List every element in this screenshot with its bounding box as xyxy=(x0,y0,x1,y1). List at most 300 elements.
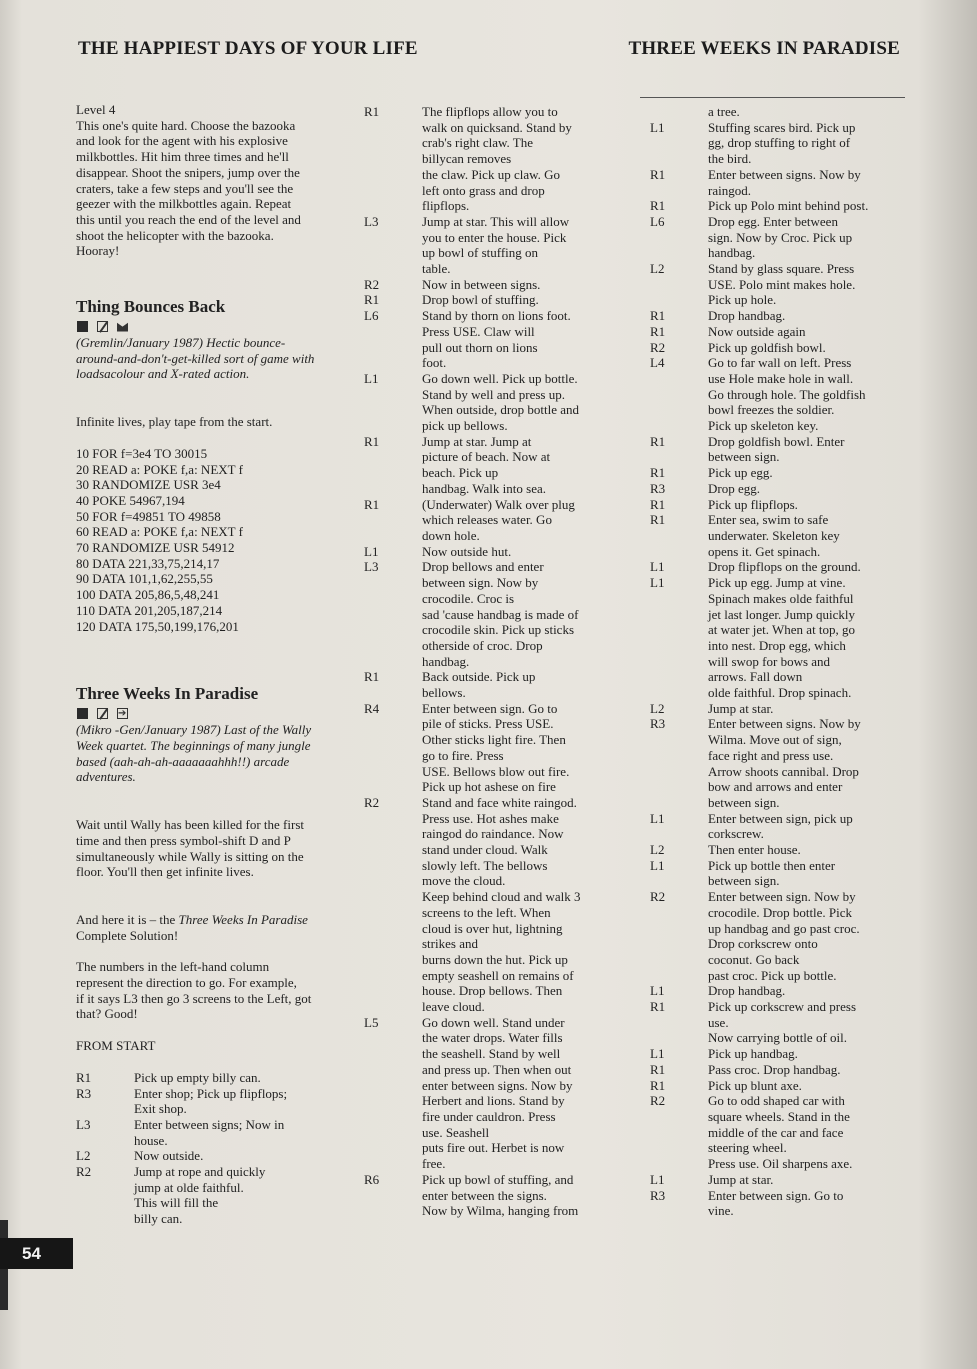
direction-label: R6 xyxy=(364,1171,380,1187)
step-text: This will fill the xyxy=(134,1195,219,1211)
code-line: 120 DATA 175,50,199,176,201 xyxy=(76,618,239,634)
thing-description xyxy=(76,335,338,382)
text-line: represent the direction to go. For example, xyxy=(76,975,297,991)
step-row xyxy=(650,999,890,1015)
step-text: Drop bellows and enter xyxy=(422,559,544,575)
text-line: floor. You'll then get infinite lives. xyxy=(76,864,254,880)
envelope-icon xyxy=(117,321,128,332)
level4-heading: Level 4 xyxy=(76,102,116,117)
step-text: Keep behind cloud and walk 3 xyxy=(422,889,581,905)
direction-label xyxy=(650,748,708,764)
direction-label: L1 xyxy=(364,543,379,559)
step-text: Pick up handbag. xyxy=(708,1046,798,1062)
step-text: Pick up empty billy can. xyxy=(134,1069,261,1085)
direction-label: L1 xyxy=(650,857,665,873)
step-text: square wheels. Stand in the xyxy=(708,1109,850,1124)
page-number-text: 54 xyxy=(22,1244,41,1263)
step-text: down hole. xyxy=(422,527,480,543)
step-text: Now outside hut. xyxy=(422,543,512,559)
step-row xyxy=(650,936,890,952)
step-row xyxy=(364,1046,604,1062)
step-text: Enter between sign. Go to xyxy=(422,700,558,716)
game-rating-icons xyxy=(77,318,338,334)
direction-label xyxy=(364,716,422,732)
direction-label xyxy=(650,135,708,151)
step-row xyxy=(76,1070,338,1086)
direction-label: L1 xyxy=(650,810,665,826)
direction-label xyxy=(364,575,422,591)
code-line: 10 FOR f=3e4 TO 30015 xyxy=(76,445,208,461)
step-row xyxy=(364,779,604,795)
direction-label: R2 xyxy=(650,339,666,355)
step-text: between sign. Now by xyxy=(422,575,539,591)
code-line: 20 READ a: POKE f,a: NEXT f xyxy=(76,461,243,477)
step-text: handbag. xyxy=(708,245,756,261)
direction-label: R1 xyxy=(364,433,380,449)
level4-body xyxy=(76,118,338,259)
direction-label: R1 xyxy=(76,1069,92,1085)
step-row xyxy=(364,418,604,434)
step-row xyxy=(650,528,890,544)
text-line: (Gremlin/January 1987) Hectic bounce- xyxy=(76,335,286,351)
direction-label: R1 xyxy=(364,104,380,119)
step-text: will swop for bows and xyxy=(708,653,831,669)
three-weeks-title: Three Weeks In Paradise xyxy=(76,684,259,704)
direction-label xyxy=(364,402,422,418)
step-row xyxy=(650,669,890,685)
direction-label: L4 xyxy=(650,355,665,371)
step-row xyxy=(650,1030,890,1046)
step-text: underwater. Skeleton key xyxy=(708,527,840,543)
step-row xyxy=(650,764,890,780)
step-row xyxy=(650,277,890,293)
direction-label xyxy=(364,120,422,136)
step-text: raingod do raindance. Now xyxy=(422,826,564,842)
step-text: Drop corkscrew onto xyxy=(708,936,818,952)
direction-label xyxy=(650,1156,708,1172)
step-row xyxy=(650,544,890,560)
step-text: up handbag and go past croc. xyxy=(708,920,860,936)
step-row xyxy=(364,1172,604,1188)
step-text: use. xyxy=(708,1014,729,1030)
step-row xyxy=(650,245,890,261)
step-text: Other sticks light fire. Then xyxy=(422,732,566,748)
step-row xyxy=(364,387,604,403)
step-text: When outside, drop bottle and xyxy=(422,402,580,418)
direction-label xyxy=(364,245,422,261)
direction-label xyxy=(364,1140,422,1156)
step-row xyxy=(364,292,604,308)
step-text: house. xyxy=(134,1132,168,1148)
step-text: Drop egg. Enter between xyxy=(708,213,838,229)
step-text: enter between signs. Now by xyxy=(422,1077,573,1093)
step-text: foot. xyxy=(422,355,447,371)
step-text: you to enter the house. Pick xyxy=(422,229,567,245)
code-line: 60 READ a: POKE f,a: NEXT f xyxy=(76,524,243,540)
step-text: Pick up egg. Jump at vine. xyxy=(708,575,846,591)
direction-label xyxy=(364,324,422,340)
step-row xyxy=(76,1211,338,1227)
direction-label xyxy=(76,1101,134,1117)
direction-label xyxy=(650,387,708,403)
step-row xyxy=(364,277,604,293)
step-row xyxy=(364,245,604,261)
step-text: Wilma. Move out of sign, xyxy=(708,732,842,748)
step-row xyxy=(364,1078,604,1094)
step-text: Enter between signs. Now by xyxy=(708,716,861,732)
step-row xyxy=(76,1195,338,1211)
step-text: Go down well. Pick up bottle. xyxy=(422,370,578,386)
step-row xyxy=(364,355,604,371)
page-header-right: THREE WEEKS IN PARADISE xyxy=(628,38,900,59)
step-text: the water drops. Water fills xyxy=(422,1030,563,1046)
direction-label xyxy=(364,999,422,1015)
direction-label xyxy=(650,638,708,654)
direction-label: L2 xyxy=(650,261,665,277)
step-row xyxy=(364,795,604,811)
direction-label xyxy=(364,167,422,183)
direction-label xyxy=(650,654,708,670)
step-row xyxy=(364,1030,604,1046)
step-row xyxy=(364,324,604,340)
step-row xyxy=(650,685,890,701)
direction-label: L6 xyxy=(650,213,665,229)
direction-label xyxy=(650,952,708,968)
direction-label xyxy=(650,779,708,795)
step-row xyxy=(650,1015,890,1031)
direction-label xyxy=(364,779,422,795)
step-row xyxy=(364,183,604,199)
direction-label xyxy=(364,528,422,544)
step-row xyxy=(650,575,890,591)
step-text: Drop flipflops on the ground. xyxy=(708,559,861,575)
direction-label xyxy=(650,607,708,623)
step-row xyxy=(364,685,604,701)
step-text: Herbert and lions. Stand by xyxy=(422,1093,565,1109)
step-text: Stand and face white raingod. xyxy=(422,794,577,810)
step-text: a tree. xyxy=(708,104,740,119)
solution-steps-left xyxy=(76,1070,338,1227)
direction-label: L3 xyxy=(364,559,379,575)
step-text: cloud is over hut, lightning xyxy=(422,920,563,936)
step-text: enter between the signs. xyxy=(422,1187,547,1203)
step-row xyxy=(364,198,604,214)
step-row xyxy=(364,402,604,418)
text-line: simultaneously while Wally is sitting on the xyxy=(76,848,304,864)
step-row xyxy=(650,308,890,324)
step-row xyxy=(650,732,890,748)
step-text: at water jet. When at top, go xyxy=(708,622,856,638)
step-text: gg, drop stuffing to right of xyxy=(708,135,851,151)
step-row xyxy=(650,151,890,167)
direction-label: L1 xyxy=(650,1046,665,1062)
direction-label xyxy=(650,732,708,748)
direction-label xyxy=(364,591,422,607)
step-text: pile of sticks. Press USE. xyxy=(422,716,554,732)
step-row xyxy=(364,983,604,999)
direction-label xyxy=(364,1109,422,1125)
step-text: which releases water. Go xyxy=(422,512,552,528)
direction-label: L1 xyxy=(650,559,665,575)
direction-label xyxy=(364,1203,422,1219)
direction-label xyxy=(650,826,708,842)
step-row xyxy=(650,905,890,921)
step-row xyxy=(650,449,890,465)
step-row xyxy=(76,1180,338,1196)
direction-label xyxy=(364,889,422,905)
step-row xyxy=(650,873,890,889)
column-left xyxy=(76,102,338,1227)
direction-label: L2 xyxy=(76,1148,91,1164)
step-row xyxy=(364,481,604,497)
direction-label xyxy=(650,921,708,937)
step-text: bellows. xyxy=(422,685,466,701)
step-row xyxy=(364,104,604,120)
step-text: the seashell. Stand by well xyxy=(422,1046,561,1062)
step-row xyxy=(364,371,604,387)
step-text: table. xyxy=(422,261,451,277)
step-row xyxy=(650,1046,890,1062)
step-text: Drop bowl of stuffing. xyxy=(422,292,539,308)
step-text: beach. Pick up xyxy=(422,465,499,481)
step-text: The flipflops allow you to xyxy=(422,104,558,119)
step-row xyxy=(364,591,604,607)
step-text: Pick up flipflops. xyxy=(708,496,798,512)
direction-label xyxy=(364,230,422,246)
step-text: into nest. Drop egg, which xyxy=(708,637,846,653)
step-row xyxy=(364,936,604,952)
step-text: Pick up hot ashese on fire xyxy=(422,779,556,795)
text-line: craters, take a few steps and you'll see the xyxy=(76,180,294,196)
direction-label xyxy=(650,418,708,434)
direction-label xyxy=(364,340,422,356)
step-row xyxy=(364,1109,604,1125)
step-row xyxy=(364,952,604,968)
step-row xyxy=(364,434,604,450)
step-row xyxy=(364,1156,604,1172)
step-text: opens it. Get spinach. xyxy=(708,543,821,559)
direction-label xyxy=(364,481,422,497)
direction-label xyxy=(650,371,708,387)
step-text: Now outside again xyxy=(708,323,806,339)
step-row xyxy=(76,1164,338,1180)
step-row xyxy=(650,481,890,497)
direction-label xyxy=(650,183,708,199)
step-row xyxy=(650,261,890,277)
step-row xyxy=(364,748,604,764)
step-text: fire under cauldron. Press xyxy=(422,1109,556,1124)
step-row xyxy=(364,999,604,1015)
direction-label xyxy=(76,1211,134,1227)
step-row xyxy=(76,1133,338,1149)
step-text: Enter between signs; Now in xyxy=(134,1116,285,1132)
step-row xyxy=(76,1086,338,1102)
step-row xyxy=(364,120,604,136)
direction-label xyxy=(364,1046,422,1062)
step-row xyxy=(364,669,604,685)
step-text: go to fire. Press xyxy=(422,747,504,763)
direction-label xyxy=(364,826,422,842)
text-line: disappear. Shoot the snipers, jump over the xyxy=(76,164,300,180)
text-line: This one's quite hard. Choose the bazooka xyxy=(76,117,296,133)
step-row xyxy=(650,952,890,968)
step-text: arrows. Fall down xyxy=(708,669,803,685)
step-text: handbag. Walk into sea. xyxy=(422,480,546,496)
direction-label: R3 xyxy=(650,1187,666,1203)
direction-label xyxy=(364,607,422,623)
step-text: steering wheel. xyxy=(708,1140,787,1156)
step-text: Arrow shoots cannibal. Drop xyxy=(708,763,859,779)
direction-label: R1 xyxy=(364,292,380,308)
step-text: coconut. Go back xyxy=(708,951,800,967)
step-text: billycan removes xyxy=(422,151,512,167)
step-row xyxy=(650,654,890,670)
step-text: sign. Now by Croc. Pick up xyxy=(708,229,853,245)
step-text: Drop handbag. xyxy=(708,308,786,324)
step-text: billy can. xyxy=(134,1211,183,1227)
step-text: Enter between sign. Now by xyxy=(708,889,856,905)
step-text: burns down the hut. Pick up xyxy=(422,951,568,967)
direction-label: R1 xyxy=(650,308,666,324)
step-text: house. Drop bellows. Then xyxy=(422,983,563,999)
direction-label xyxy=(650,449,708,465)
header-rule xyxy=(640,97,905,98)
step-row xyxy=(364,340,604,356)
step-text: crocodile. Drop bottle. Pick xyxy=(708,904,853,920)
direction-label: L5 xyxy=(364,1014,379,1030)
direction-label: R1 xyxy=(650,1077,666,1093)
direction-label xyxy=(650,936,708,952)
direction-label xyxy=(650,685,708,701)
step-row xyxy=(364,261,604,277)
step-row xyxy=(650,921,890,937)
step-row xyxy=(650,1078,890,1094)
step-row xyxy=(650,748,890,764)
step-text: Pick up blunt axe. xyxy=(708,1077,802,1093)
direction-label xyxy=(650,795,708,811)
step-row xyxy=(364,544,604,560)
step-text: Back outside. Pick up xyxy=(422,669,536,685)
text-line: that? Good! xyxy=(76,1006,138,1022)
step-row xyxy=(364,826,604,842)
game-rating-icons xyxy=(77,705,338,721)
text-line: Complete Solution! xyxy=(76,927,179,943)
step-text: Now carrying bottle of oil. xyxy=(708,1030,847,1046)
step-text: Press use. Hot ashes make xyxy=(422,810,559,826)
direction-label xyxy=(364,858,422,874)
step-text: jump at olde faithful. xyxy=(134,1179,244,1195)
direction-label: R3 xyxy=(650,480,666,496)
direction-label xyxy=(364,465,422,481)
text-line: based (aah-ah-ah-aaaaaaahhh!!) arcade xyxy=(76,753,290,769)
direction-label xyxy=(364,135,422,151)
page-header-left: THE HAPPIEST DAYS OF YOUR LIFE xyxy=(78,38,418,59)
step-text: Enter between sign. Go to xyxy=(708,1187,844,1203)
step-row xyxy=(364,497,604,513)
arrow-box-icon xyxy=(117,708,128,719)
direction-label: R2 xyxy=(364,276,380,292)
step-text: between sign. xyxy=(708,873,780,889)
direction-label xyxy=(364,748,422,764)
step-row xyxy=(650,622,890,638)
step-text: Pick up bottle then enter xyxy=(708,857,836,873)
step-row xyxy=(650,1156,890,1172)
step-text: Jump at rope and quickly xyxy=(134,1164,266,1180)
step-row xyxy=(364,167,604,183)
code-line: 100 DATA 205,86,5,48,241 xyxy=(76,587,220,603)
direction-label: R2 xyxy=(364,794,380,810)
step-row xyxy=(364,1062,604,1078)
slash-box-icon xyxy=(97,321,108,332)
step-row xyxy=(650,779,890,795)
text-line: milkbottles. Hit him three times and he'll xyxy=(76,149,289,165)
direction-label xyxy=(650,1015,708,1031)
direction-label xyxy=(364,622,422,638)
step-text: face right and press use. xyxy=(708,747,834,763)
step-text: Drop egg. xyxy=(708,480,760,496)
page-number xyxy=(0,1238,73,1269)
step-row xyxy=(650,292,890,308)
code-line: 30 RANDOMIZE USR 3e4 xyxy=(76,477,221,493)
direction-label: R1 xyxy=(650,323,666,339)
step-text: between sign. xyxy=(708,794,780,810)
step-row xyxy=(364,230,604,246)
step-text: move the cloud. xyxy=(422,873,506,889)
step-text: USE. Bellows blow out fire. xyxy=(422,763,570,779)
direction-label xyxy=(650,591,708,607)
step-row xyxy=(650,402,890,418)
step-row xyxy=(650,183,890,199)
step-text: Stand by thorn on lions foot. xyxy=(422,308,571,324)
step-row xyxy=(364,716,604,732)
direction-label: L2 xyxy=(650,700,665,716)
thing-bounces-back-title: Thing Bounces Back xyxy=(76,297,226,317)
step-text: strikes and xyxy=(422,936,478,952)
direction-label: R2 xyxy=(76,1164,92,1180)
direction-label xyxy=(364,842,422,858)
step-text: Press USE. Claw will xyxy=(422,323,535,339)
column-right xyxy=(650,104,890,1219)
direction-label: R1 xyxy=(650,999,666,1015)
step-row xyxy=(364,638,604,654)
step-text: Drop goldfish bowl. Enter xyxy=(708,433,845,449)
direction-label xyxy=(650,1030,708,1046)
text-line: this until you reach the end of the level and xyxy=(76,211,301,227)
step-row xyxy=(364,1203,604,1219)
step-text: leave cloud. xyxy=(422,999,485,1015)
direction-label xyxy=(650,104,708,120)
step-row xyxy=(364,214,604,230)
code-line: 110 DATA 201,205,187,214 xyxy=(76,602,223,618)
step-text: corkscrew. xyxy=(708,826,764,842)
step-row xyxy=(650,167,890,183)
square-icon xyxy=(77,321,88,332)
step-row xyxy=(650,1188,890,1204)
from-start-heading: FROM START xyxy=(76,1038,156,1054)
step-text: Go down well. Stand under xyxy=(422,1014,565,1030)
direction-label xyxy=(364,355,422,371)
step-row xyxy=(364,654,604,670)
step-text: Jump at star. xyxy=(708,700,774,716)
direction-label: R1 xyxy=(650,1061,666,1077)
step-row xyxy=(650,701,890,717)
step-row xyxy=(650,826,890,842)
step-row xyxy=(650,512,890,528)
direction-label: L1 xyxy=(650,575,665,591)
step-row xyxy=(650,434,890,450)
step-text: Stuffing scares bird. Pick up xyxy=(708,119,856,135)
game-title-inline: Three Weeks In Paradise xyxy=(178,911,308,927)
